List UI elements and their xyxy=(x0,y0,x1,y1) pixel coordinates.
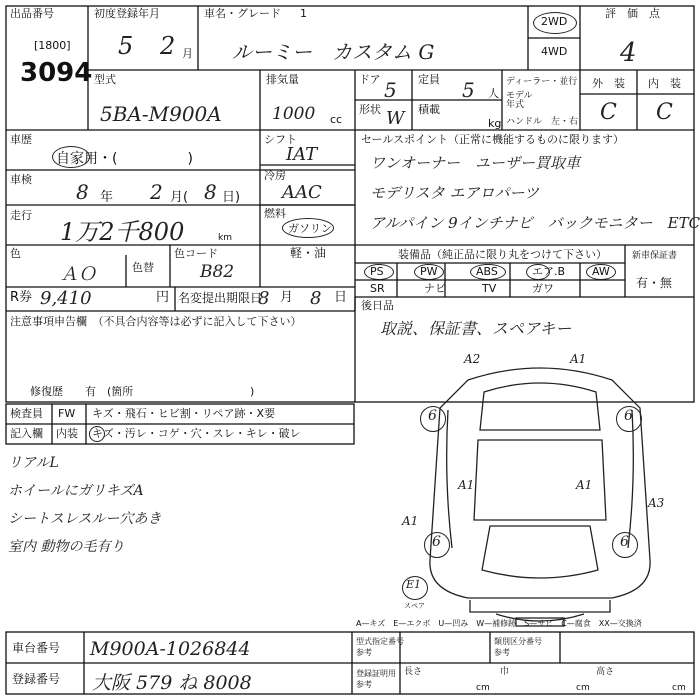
inspector-note-3: シートスレスルー穴あき xyxy=(8,511,162,527)
mileage-unit: km xyxy=(218,233,232,243)
color-code-label: 色コード xyxy=(174,247,218,260)
mark-front-a1: A1 xyxy=(570,352,587,366)
shift-value: IAT xyxy=(286,144,318,165)
equip-navi: ナビ xyxy=(424,282,446,295)
lot-sub: [1800] xyxy=(34,39,71,52)
capacity-value: 5 xyxy=(462,78,475,102)
fw-items: キズ・飛石・ヒビ割・リペア跡・X要 xyxy=(92,407,276,420)
color-code-value: B82 xyxy=(200,262,235,282)
mileage-label: 走行 xyxy=(10,209,32,222)
deadline-day: 8 xyxy=(310,288,322,309)
capacity-unit: 人 xyxy=(488,87,499,100)
caution-label: 注意事項申告欄 （不具合内容等は必ずに記入して下さい） xyxy=(10,315,302,328)
drive-4wd: 4WD xyxy=(541,45,568,58)
inspector-label: 検査員 xyxy=(10,407,43,420)
mileage-value: 1万2千800 xyxy=(60,218,185,246)
reg-label: 登録番号 xyxy=(12,672,61,686)
fw-label: FW xyxy=(58,407,76,420)
deadline-label: 名変提出期限日 xyxy=(178,291,263,305)
mark-wheel-rr: 6 xyxy=(620,534,629,550)
history-value: 自家用・( ) xyxy=(56,151,193,167)
accessories-label: 後日品 xyxy=(361,299,394,312)
equip-aw: AW xyxy=(592,265,610,278)
shape-value: W xyxy=(386,108,405,129)
circle-pw xyxy=(414,264,444,280)
shape-label: 形状 xyxy=(359,103,381,116)
month-unit-2: 月( xyxy=(170,190,189,205)
int-items: キズ・汚レ・コゲ・穴・スレ・キレ・破レ xyxy=(92,427,301,440)
mark-left-a1: A1 xyxy=(458,478,475,492)
inspector-note-2: ホイールにガリキズA xyxy=(8,483,144,499)
new-manual-label: 新車保証書 xyxy=(632,251,678,261)
name-grade-label: 車名・グレード xyxy=(204,7,281,20)
new-manual-value: 有・無 xyxy=(636,276,673,290)
displacement-label: 排気量 xyxy=(266,73,299,86)
inspection-day: 8 xyxy=(204,180,217,204)
equip-airbag: エア.B xyxy=(532,265,566,278)
name-grade-mark: 1 xyxy=(300,7,307,20)
circle-aw xyxy=(586,264,616,280)
recycle-label: R券 xyxy=(10,290,33,305)
fuel-gasoline: ガソリン xyxy=(288,222,332,235)
chassis-label: 車台番号 xyxy=(12,641,61,655)
cert-label: 登録証明用 参考 xyxy=(356,669,396,689)
name-grade-value: ルーミー カスタム G xyxy=(232,40,435,64)
fuel-label: 燃料 xyxy=(264,207,286,220)
first-reg-year: 5 xyxy=(118,32,134,60)
category-label: 類別区分番号 参考 xyxy=(494,637,542,657)
shift-label: シフト xyxy=(264,133,297,146)
load-label: 積載 xyxy=(418,103,440,116)
sales-points-label: セールスポイント（正常に機能するものに限ります） xyxy=(361,133,625,146)
chassis-value: M900A-1026844 xyxy=(90,638,251,660)
height-label: 高さ xyxy=(596,667,615,677)
dealer-label: ディーラー・並行 xyxy=(506,77,578,87)
inspection-label: 車検 xyxy=(10,173,32,186)
interior-label: 内 装 xyxy=(648,77,681,90)
mark-wheel-fr: 6 xyxy=(624,408,633,424)
aircon-label: 冷房 xyxy=(264,169,286,182)
color-change-label: 色替 xyxy=(132,261,154,274)
circle-abs xyxy=(470,264,506,280)
circle-ps xyxy=(364,264,394,280)
length-unit: cm xyxy=(476,683,490,693)
month-unit: 月 xyxy=(182,47,193,60)
interior-value: C xyxy=(656,100,673,125)
exterior-label: 外 装 xyxy=(592,77,625,90)
int-circle xyxy=(89,426,105,442)
rating-label: 評 価 点 xyxy=(605,7,660,20)
first-reg-month: 2 xyxy=(160,32,176,60)
equip-sr: SR xyxy=(370,282,385,295)
color-label: 色 xyxy=(10,247,21,260)
day-unit: 日) xyxy=(222,190,241,205)
handle-label: ハンドル 左・右 xyxy=(506,117,579,127)
equip-tv: TV xyxy=(482,282,497,295)
displacement-unit: cc xyxy=(330,113,343,126)
height-unit: cm xyxy=(672,683,686,693)
model-year-label: モデル 年式 xyxy=(506,91,533,110)
equip-gawa: ガワ xyxy=(532,282,554,295)
rating-value: 4 xyxy=(620,38,637,68)
spare-label: スペア xyxy=(404,602,425,610)
area-label: 型式指定番号 参考 xyxy=(356,637,404,657)
equip-abs: ABS xyxy=(476,265,498,278)
mark-front-a2: A2 xyxy=(464,352,481,366)
lot-label: 出品番号 xyxy=(10,7,54,20)
mark-wheel-rl: 6 xyxy=(432,534,441,550)
inspector-note-1: リアルL xyxy=(8,455,59,471)
car-diagram xyxy=(430,368,650,626)
int-label: 内装 xyxy=(56,427,78,440)
width-label: 巾 xyxy=(500,667,510,677)
color-value: ＡＯ xyxy=(60,264,96,285)
model-value: 5BA-M900A xyxy=(100,102,222,126)
model-label: 型式 xyxy=(94,73,116,86)
circle-airbag xyxy=(526,264,550,280)
inspection-year: 8 xyxy=(76,180,89,204)
mark-side-a1: A1 xyxy=(402,514,419,528)
length-label: 長さ xyxy=(404,667,423,677)
displacement-value: 1000 xyxy=(272,104,316,124)
repair-label: 修復歴 有 (箇所 xyxy=(30,385,134,398)
history-label: 車歴 xyxy=(10,133,32,146)
mark-wheel-fl: 6 xyxy=(428,408,437,424)
entry-label: 記入欄 xyxy=(10,427,43,440)
first-reg-label: 初度登録年月 xyxy=(94,7,160,20)
sales-point-2: モデリスタ エアロパーツ xyxy=(370,184,539,202)
width-unit: cm xyxy=(576,683,590,693)
accessories-value: 取説、保証書、スペアキー xyxy=(380,319,572,338)
sales-point-3: アルパイン 9インチナビ バックモニター ETC xyxy=(370,214,700,232)
equipment-label: 装備品（純正品に限り丸をつけて下さい） xyxy=(398,248,607,261)
mark-right-a3: A3 xyxy=(648,496,665,510)
aircon-value: AAC xyxy=(282,182,322,203)
recycle-value: 9,410 xyxy=(40,288,92,309)
exterior-value: C xyxy=(600,100,617,125)
repair-close: ) xyxy=(250,385,255,398)
year-unit: 年 xyxy=(100,190,114,205)
inspection-month: 2 xyxy=(150,180,163,204)
load-unit: kg xyxy=(488,117,502,130)
mark-right-a1: A1 xyxy=(576,478,593,492)
doors-label: ドア xyxy=(359,73,381,86)
sales-point-1: ワンオーナー ユーザー買取車 xyxy=(370,154,581,172)
recycle-unit: 円 xyxy=(156,290,170,305)
doors-value: 5 xyxy=(384,78,397,102)
equip-pw: PW xyxy=(420,265,438,278)
equip-ps: PS xyxy=(370,265,384,278)
reg-value: 大阪 579 ね 8008 xyxy=(92,672,252,694)
mark-spare-e1: E1 xyxy=(406,578,422,591)
fuel-light-oil: 軽・油 xyxy=(290,246,327,260)
deadline-day-unit: 日 xyxy=(334,290,348,305)
drive-2wd: 2WD xyxy=(541,15,568,28)
inspector-note-4: 室内 動物の毛有り xyxy=(8,539,125,555)
lot-number: 3094 xyxy=(20,58,93,88)
legend: A—キズ E—エクボ U—凹み W—補修跡 S—サビ C—腐食 XX—交換済 xyxy=(356,619,642,628)
capacity-label: 定員 xyxy=(418,73,440,86)
deadline-month-unit: 月 xyxy=(280,290,294,305)
deadline-month: 8 xyxy=(258,288,270,309)
